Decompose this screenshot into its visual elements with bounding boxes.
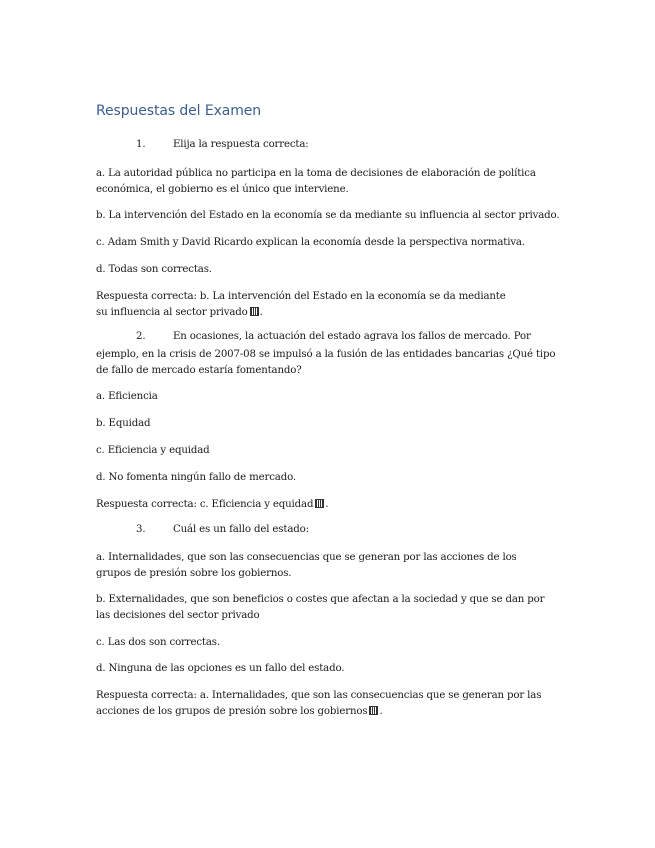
option-b: b. Externalidades, que son beneficios o costes que afectan a la sociedad y que se dan por las decisiones del sector privado	[96, 594, 545, 621]
answer-text: Respuesta correcta: a. Internalidades, que son las consecuencias que se generan por las acciones de los grupos de presión sobre los gobiernos	[96, 690, 542, 717]
question-prompt: Elija la respuesta correcta:	[173, 139, 309, 150]
correct-answer: Respuesta correcta: c. Eficiencia y equidad .	[96, 499, 329, 510]
question-prompt: Cuál es un fallo del estado:	[173, 524, 309, 535]
question-number: 2.	[136, 331, 146, 342]
missing-glyph-icon	[250, 307, 259, 316]
question-prompt-continued: ejemplo, en la crisis de 2007-08 se impulsó a la fusión de las entidades bancarias ¿Qué tipo de fallo de mercado estaría fomentando?	[96, 349, 556, 376]
option-d: d. No fomenta ningún fallo de mercado.	[96, 472, 296, 483]
option-c: c. Las dos son correctas.	[96, 637, 220, 648]
missing-glyph-icon	[315, 499, 324, 508]
option-c: c. Eficiencia y equidad	[96, 445, 210, 456]
question-number: 1.	[136, 139, 146, 150]
question-prompt: En ocasiones, la actuación del estado agrava los fallos de mercado. Por	[173, 331, 531, 342]
answer-text: Respuesta correcta: c. Eficiencia y equidad	[96, 499, 314, 510]
correct-answer: Respuesta correcta: a. Internalidades, que son las consecuencias que se generan por las acciones de los grupos de presión sobre los gobiernos .	[96, 690, 542, 717]
option-a: a. Eficiencia	[96, 391, 158, 402]
missing-glyph-icon	[369, 706, 378, 715]
page-title: Respuestas del Examen	[96, 103, 262, 119]
option-b: b. Equidad	[96, 418, 151, 429]
option-d: d. Ninguna de las opciones es un fallo del estado.	[96, 663, 345, 674]
option-d: d. Todas son correctas.	[96, 264, 212, 275]
option-b: b. La intervención del Estado en la economía se da mediante su influencia al sector privado.	[96, 210, 560, 221]
correct-answer: Respuesta correcta: b. La intervención del Estado en la economía se da mediante su influencia al sector privado .	[96, 291, 506, 318]
option-a: a. La autoridad pública no participa en la toma de decisiones de elaboración de política económica, el gobierno es el único que interviene.	[96, 168, 536, 195]
option-c: c. Adam Smith y David Ricardo explican la economía desde la perspectiva normativa.	[96, 237, 525, 248]
question-number: 3.	[136, 524, 146, 535]
answer-text: Respuesta correcta: b. La intervención del Estado en la economía se da mediante su influencia al sector privado	[96, 291, 506, 318]
option-a: a. Internalidades, que son las consecuencias que se generan por las acciones de los grupos de presión sobre los gobiernos.	[96, 552, 517, 579]
